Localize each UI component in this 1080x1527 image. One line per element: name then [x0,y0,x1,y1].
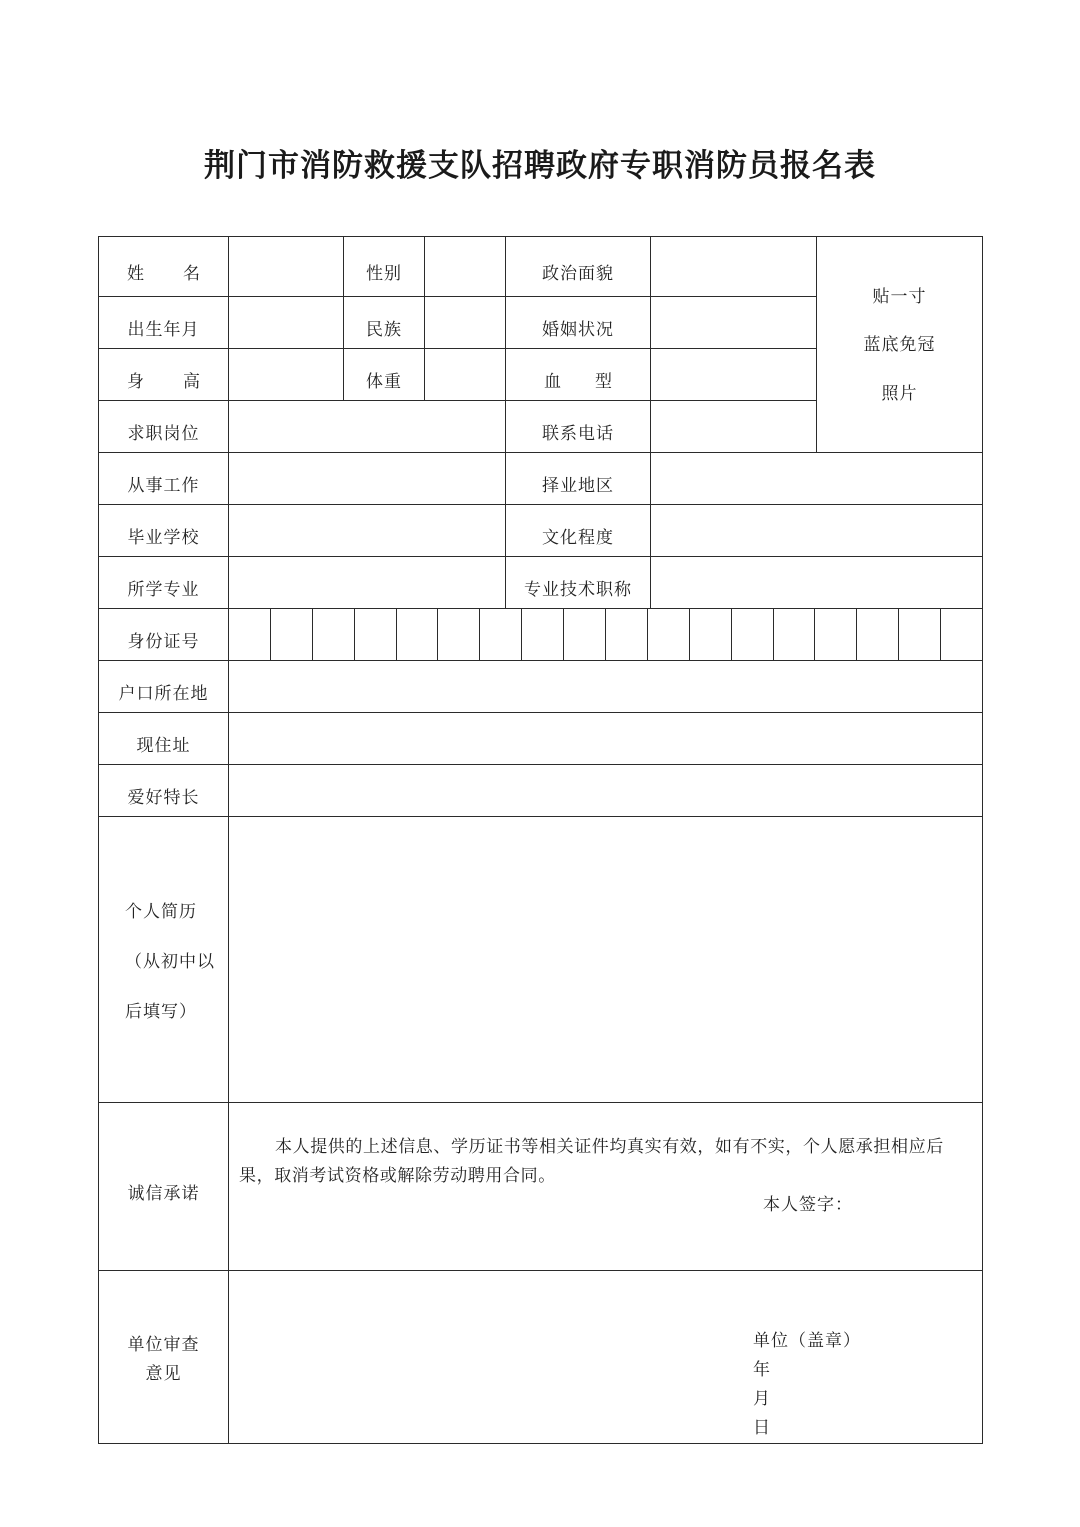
id-digit-box[interactable] [856,609,898,660]
label-name-cell [99,237,229,297]
id-digit-box[interactable] [521,609,563,660]
birth-field[interactable] [229,297,344,349]
label-name-2: 名 [183,264,200,285]
label-phone: 联系电话 [506,401,651,453]
education-field[interactable] [651,505,983,557]
region-field[interactable] [651,453,983,505]
label-name-1: 姓 [127,264,144,285]
label-id-number: 身份证号 [99,609,229,661]
marital-field[interactable] [651,297,817,349]
label-school: 毕业学校 [99,505,229,557]
label-height-cell [99,349,229,401]
label-unit-review-1: 单位审查 [127,1335,200,1355]
job-field[interactable] [229,401,506,453]
gender-field[interactable] [425,237,506,297]
id-digit-box[interactable] [898,609,940,660]
photo-box[interactable] [817,237,983,453]
phone-field[interactable] [651,401,817,453]
label-gender: 性别 [344,237,425,297]
label-job: 求职岗位 [99,401,229,453]
label-hobby: 爱好特长 [99,765,229,817]
label-ethnicity: 民族 [344,297,425,349]
id-digit-box[interactable] [940,609,982,660]
label-title-tech: 专业技术职称 [506,557,651,609]
date-month: 月 [753,1389,771,1409]
unit-stamp-label: 单位（盖章） [753,1331,861,1351]
id-digit-box[interactable] [647,609,689,660]
id-digit-box[interactable] [396,609,438,660]
label-education: 文化程度 [506,505,651,557]
id-digit-box[interactable] [479,609,521,660]
label-unit-review [99,1271,229,1444]
id-digit-box[interactable] [437,609,479,660]
label-work: 从事工作 [99,453,229,505]
registration-form-table [98,236,983,1444]
resume-field[interactable] [229,817,983,1103]
id-number-grid [229,609,983,661]
hukou-field[interactable] [229,661,983,713]
id-digit-box[interactable] [563,609,605,660]
label-political: 政治面貌 [506,237,651,297]
name-field[interactable] [229,237,344,297]
label-major: 所学专业 [99,557,229,609]
unit-review-cell[interactable] [229,1271,983,1444]
date-line [753,1356,982,1443]
hobby-field[interactable] [229,765,983,817]
label-blood-1: 血 [544,372,561,393]
label-blood-cell [506,349,651,401]
id-digit-box[interactable] [229,609,270,660]
label-marital: 婚姻状况 [506,297,651,349]
id-digit-box[interactable] [270,609,312,660]
height-field[interactable] [229,349,344,401]
id-digit-box[interactable] [605,609,647,660]
signature-label[interactable]: 本人签字： [763,1195,853,1215]
label-resume-2: （从初中以 [125,951,215,972]
title-tech-field[interactable] [651,557,983,609]
id-digit-box[interactable] [312,609,354,660]
pledge-cell [229,1103,983,1271]
label-height-2: 高 [183,372,200,393]
photo-line-3: 照片 [881,383,918,404]
label-address: 现住址 [99,713,229,765]
major-field[interactable] [229,557,506,609]
blood-field[interactable] [651,349,817,401]
photo-line-2: 蓝底免冠 [863,335,936,356]
id-digit-box[interactable] [354,609,396,660]
label-height-1: 身 [127,372,144,393]
label-pledge: 诚信承诺 [99,1103,229,1271]
label-region: 择业地区 [506,453,651,505]
ethnicity-field[interactable] [425,297,506,349]
work-field[interactable] [229,453,506,505]
id-digit-box[interactable] [689,609,731,660]
label-hukou: 户口所在地 [99,661,229,713]
pledge-text: 本人提供的上述信息、学历证书等相关证件均真实有效，如有不实，个人愿承担相应后果，取消考试资格或解除劳动聘用合同。 [239,1137,944,1186]
weight-field[interactable] [425,349,506,401]
label-resume-3: 后填写） [125,1001,197,1022]
id-digit-box[interactable] [773,609,815,660]
photo-line-1: 贴一寸 [872,287,927,307]
political-field[interactable] [651,237,817,297]
id-digit-box[interactable] [814,609,856,660]
id-digit-box[interactable] [731,609,773,660]
label-unit-review-2: 意见 [145,1364,182,1384]
address-field[interactable] [229,713,983,765]
label-resume [99,817,229,1103]
label-blood-2: 型 [595,372,612,393]
id-digit-boxes [229,609,982,660]
label-weight: 体重 [344,349,425,401]
date-year: 年 [753,1360,771,1380]
date-day: 日 [753,1418,771,1438]
school-field[interactable] [229,505,506,557]
label-resume-1: 个人简历 [125,901,197,922]
form-title: 荆门市消防救援支队招聘政府专职消防员报名表 [204,148,876,184]
label-birth: 出生年月 [99,297,229,349]
